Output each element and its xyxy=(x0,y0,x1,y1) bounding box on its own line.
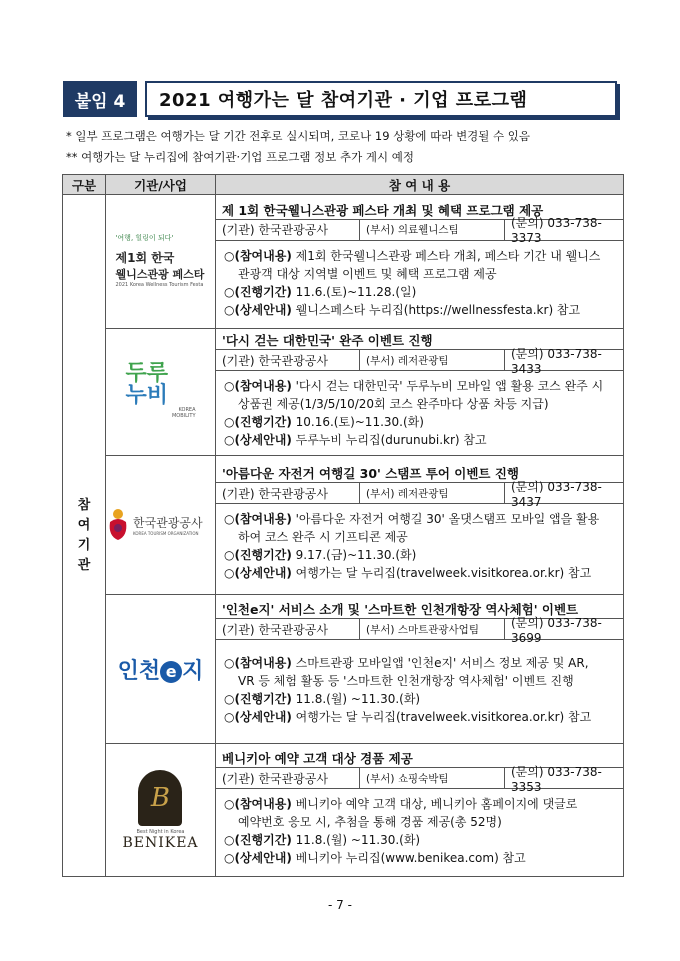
info-label: ○(상세안내) xyxy=(224,566,292,580)
program-meta xyxy=(216,346,623,376)
table-row xyxy=(63,744,624,877)
program-title: 베니키아 예약 고객 대상 경품 제공 xyxy=(222,751,413,766)
content-text: 관광객 대상 지역별 이벤트 및 혜택 프로그램 제공 xyxy=(238,266,497,281)
logo-text: B xyxy=(150,782,171,813)
program-detail xyxy=(216,504,623,588)
program-dept: (부서) 레저관광팀 xyxy=(360,483,505,503)
kto-emblem-icon xyxy=(106,508,130,542)
program-detail xyxy=(216,640,623,740)
program-content xyxy=(216,195,624,329)
header-organization: 기관/사업 xyxy=(106,175,216,195)
table-row xyxy=(63,329,624,456)
info-text: 두루누비 누리집(durunubi.kr) 참고 xyxy=(291,433,487,447)
program-meta xyxy=(216,615,623,645)
logo-subtext: Best Night in Korea xyxy=(136,828,185,835)
period-text: 11.8.(월) ~11.30.(화) xyxy=(291,692,421,706)
program-detail xyxy=(216,789,623,873)
info-label: ○(상세안내) xyxy=(224,710,292,724)
program-title: '인천e지' 서비스 소개 및 '스마트한 인천개항장 역사체험' 이벤트 xyxy=(222,602,579,617)
logo-text: e xyxy=(160,661,182,683)
program-title: '다시 걷는 대한민국' 완주 이벤트 진행 xyxy=(222,333,433,348)
content-label: ○(참여내용) xyxy=(224,512,292,526)
info-label: ○(상세안내) xyxy=(224,433,292,447)
program-dept: (부서) 쇼핑숙박팀 xyxy=(360,768,505,788)
logo-text: 지 xyxy=(182,658,204,684)
logo-text: BENIKEA xyxy=(122,834,199,851)
page-number: - 7 - xyxy=(328,898,352,912)
period-label: ○(진행기간) xyxy=(224,548,292,562)
period-text: 10.16.(토)~11.30.(화) xyxy=(291,415,424,429)
period-label: ○(진행기간) xyxy=(224,692,292,706)
logo-text: 웰니스관광 페스타 xyxy=(115,268,205,281)
note-1: * 일부 프로그램은 여행가는 달 기간 전후로 실시되며, 코로나 19 상황에 따라 변경될 수 있음 xyxy=(66,129,531,143)
program-dept: (부서) 의료웰니스팀 xyxy=(360,220,505,240)
info-label: ○(상세안내) xyxy=(224,851,292,865)
content-text: VR 등 체험 활동 등 '스마트한 인천개항장 역사체험' 이벤트 진행 xyxy=(238,674,574,688)
program-contact: (문의) 033-738-3373 xyxy=(511,216,602,245)
program-title: 제 1회 한국웰니스관광 페스타 개최 및 혜택 프로그램 제공 xyxy=(222,202,544,218)
note-2: ** 여행가는 달 누리집에 참여기관·기업 프로그램 정보 추가 게시 예정 xyxy=(66,150,414,164)
program-dept: (부서) 스마트관광사업팀 xyxy=(360,619,505,639)
category-char: 관 xyxy=(77,557,91,573)
content-label: ○(참여내용) xyxy=(224,656,292,670)
logo-text: 제1회 한국 xyxy=(115,251,175,265)
program-meta xyxy=(216,764,623,794)
period-label: ○(진행기간) xyxy=(224,284,292,299)
program-org: (기관) 한국관광공사 xyxy=(216,483,360,503)
header-content: 참 여 내 용 xyxy=(216,175,624,195)
logo-subtext: MOBILITY xyxy=(171,413,196,419)
content-text: '다시 걷는 대한민국' 두루누비 모바일 앱 활용 코스 완주 시 xyxy=(291,379,604,393)
table-row xyxy=(63,195,624,329)
logo-subtext: 2021 Korea Wellness Tourism Festa xyxy=(115,282,204,288)
program-org: (기관) 한국관광공사 xyxy=(216,350,360,370)
program-detail xyxy=(216,371,623,455)
logo-text: 두루 xyxy=(125,361,169,386)
program-meta xyxy=(216,479,623,509)
content-text: 베니키아 예약 고객 대상, 베니키아 홈페이지에 댓글로 xyxy=(291,797,578,811)
appendix-tag: 붙임 4 xyxy=(63,81,137,117)
logo-text: 한국관광공사 xyxy=(133,516,203,530)
period-label: ○(진행기간) xyxy=(224,833,292,847)
wellness-festa-logo xyxy=(106,195,216,329)
program-contact: (문의) 033-738-3437 xyxy=(511,479,602,509)
info-text: 여행가는 달 누리집(travelweek.visitkorea.or.kr) 참고 xyxy=(291,566,592,580)
program-org: (기관) 한국관광공사 xyxy=(216,768,360,788)
content-text: 상품권 제공(1/3/5/10/20회 코스 완주마다 상품 차등 지급) xyxy=(238,397,549,411)
program-contact: (문의) 033-738-3353 xyxy=(511,764,602,794)
info-text: 베니키아 누리집(www.benikea.com) 참고 xyxy=(291,851,526,865)
period-label: ○(진행기간) xyxy=(224,415,292,429)
content-text: 하여 코스 완주 시 기프티콘 제공 xyxy=(238,530,408,544)
period-text: 11.6.(토)~11.28.(일) xyxy=(291,284,417,299)
logo-text: 인천 xyxy=(117,658,161,684)
program-table xyxy=(62,174,624,877)
program-content xyxy=(216,329,624,456)
logo-subtext: KOREA xyxy=(178,407,196,413)
document-header xyxy=(63,81,617,117)
program-meta xyxy=(216,216,623,245)
info-label: ○(상세안내) xyxy=(224,302,292,317)
program-content xyxy=(216,595,624,744)
category-cell xyxy=(63,195,106,877)
info-text: 여행가는 달 누리집(travelweek.visitkorea.or.kr) 참고 xyxy=(291,710,592,724)
category-char: 여 xyxy=(77,517,91,533)
period-text: 9.17.(금)~11.30.(화) xyxy=(291,548,417,562)
content-label: ○(참여내용) xyxy=(224,797,292,811)
logo-text: 누비 xyxy=(125,383,169,408)
category-char: 참 xyxy=(77,497,91,513)
incheon-ezi-logo xyxy=(106,595,216,744)
program-org: (기관) 한국관광공사 xyxy=(216,220,360,240)
content-text: '아름다운 자전거 여행길 30' 올댓스탬프 모바일 앱을 활용 xyxy=(291,512,600,526)
program-contact: (문의) 033-738-3433 xyxy=(511,346,602,376)
content-text: 스마트관광 모바일앱 '인천e지' 서비스 정보 제공 및 AR, xyxy=(291,656,589,670)
document-title: 2021 여행가는 달 참여기관 · 기업 프로그램 xyxy=(145,81,617,117)
benikea-logo xyxy=(106,744,216,877)
program-org: (기관) 한국관광공사 xyxy=(216,619,360,639)
program-title: '아름다운 자전거 여행길 30' 스탬프 투어 이벤트 진행 xyxy=(222,466,520,481)
program-detail xyxy=(216,241,623,325)
table-row xyxy=(63,456,624,595)
durunubi-logo xyxy=(106,329,216,456)
content-label: ○(참여내용) xyxy=(224,248,292,263)
content-text: 제1회 한국웰니스관광 페스타 개최, 페스타 기간 내 웰니스 xyxy=(291,248,601,263)
content-label: ○(참여내용) xyxy=(224,379,292,393)
logo-subtext: KOREA TOURISM ORGANIZATION xyxy=(133,531,199,536)
category-char: 기 xyxy=(77,537,91,553)
program-contact: (문의) 033-738-3699 xyxy=(511,615,602,645)
kto-logo xyxy=(106,456,216,595)
program-content xyxy=(216,456,624,595)
table-row xyxy=(63,595,624,744)
period-text: 11.8.(월) ~11.30.(화) xyxy=(291,833,421,847)
program-content xyxy=(216,744,624,877)
header-category: 구분 xyxy=(63,175,106,195)
content-text: 예약번호 응모 시, 추첨을 통해 경품 제공(총 52명) xyxy=(238,815,502,829)
info-text: 웰니스페스타 누리집(https://wellnessfesta.kr) 참고 xyxy=(291,302,581,317)
logo-slogan: '여행, 힐링이 되다' xyxy=(115,234,174,242)
program-dept: (부서) 레저관광팀 xyxy=(360,350,505,370)
table-header-row xyxy=(63,175,624,195)
